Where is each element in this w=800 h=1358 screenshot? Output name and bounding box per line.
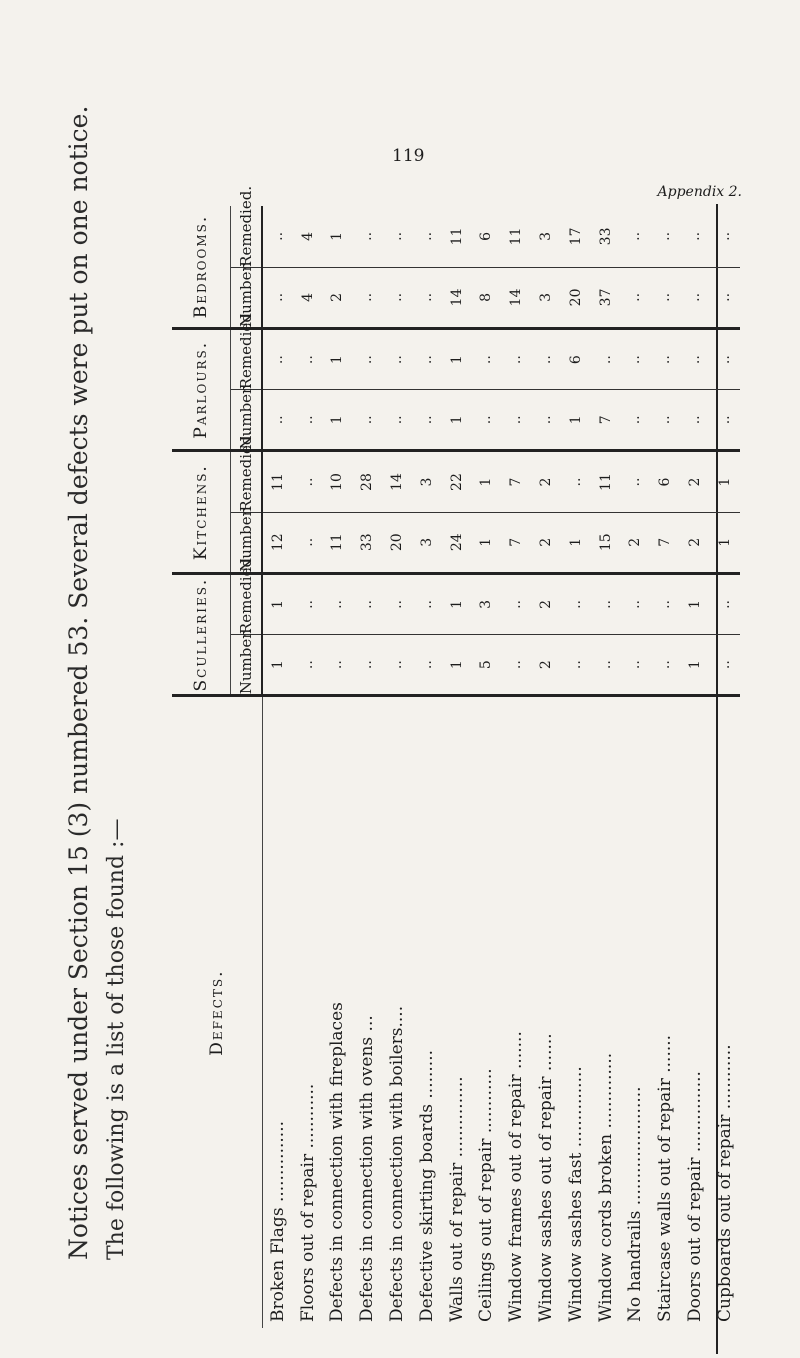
defect-label: Doors out of repair ............... <box>680 696 710 1328</box>
cell-bedrooms-remedied: 1 <box>329 231 346 241</box>
header-sculleries-remedied: Remedied. <box>231 573 263 634</box>
cell-kitchens-remedied: 2 <box>680 451 710 512</box>
header-bedrooms-remedied: Remedied. <box>231 206 263 267</box>
cell-sculleries-remedied: .. <box>621 573 651 634</box>
cell-bedrooms-number: .. <box>352 267 382 328</box>
table-row <box>472 206 502 1328</box>
cell-sculleries-remedied: 1 <box>442 573 472 634</box>
cell-kitchens-remedied: 3 <box>412 451 442 512</box>
table-row <box>442 206 472 1328</box>
cell-parlours-number: .. <box>501 390 531 451</box>
appendix-label: Appendix 2. <box>657 184 742 200</box>
cell-bedrooms-number: 2 <box>323 267 353 328</box>
cell-parlours-remedied: 6 <box>561 329 591 390</box>
header-kitchens-remedied: Remedied. <box>231 451 263 512</box>
cell-kitchens-number: 7 <box>650 512 680 573</box>
table-row <box>591 206 621 1328</box>
cell-sculleries-number: 1 <box>442 635 472 696</box>
cell-bedrooms-remedied: .. <box>269 231 286 241</box>
cell-parlours-number: 1 <box>561 390 591 451</box>
cell-kitchens-remedied: .. <box>293 451 323 512</box>
cell-kitchens-remedied: 28 <box>352 451 382 512</box>
cell-bedrooms-number: 37 <box>591 267 621 328</box>
cell-sculleries-remedied: .. <box>591 573 621 634</box>
header-bedrooms-number: Number. <box>231 267 263 328</box>
cell-kitchens-remedied: 14 <box>382 451 412 512</box>
cell-kitchens-number: .. <box>293 512 323 573</box>
cell-sculleries-remedied: .. <box>710 573 740 634</box>
header-bedrooms: Bedrooms. <box>172 206 231 329</box>
cell-bedrooms-number: .. <box>680 267 710 328</box>
cell-bedrooms-remedied: .. <box>657 231 674 241</box>
cell-kitchens-remedied: 10 <box>323 451 353 512</box>
cell-kitchens-number: 2 <box>531 512 561 573</box>
cell-bedrooms-remedied: 17 <box>567 227 584 246</box>
cell-kitchens-number: 11 <box>323 512 353 573</box>
table-row <box>680 206 710 1328</box>
cell-bedrooms-remedied: 4 <box>299 231 316 241</box>
header-parlours-number: Number. <box>231 390 263 451</box>
cell-sculleries-number: .. <box>650 635 680 696</box>
intro-text <box>60 106 136 1260</box>
defect-label: Window sashes fast ............... <box>561 696 591 1328</box>
cell-sculleries-number: .. <box>352 635 382 696</box>
cell-bedrooms-number: .. <box>382 267 412 328</box>
intro-line-1: Notices served under Section 15 (3) numbered 53. Several defects were put on one notice. <box>64 105 93 1260</box>
table-row <box>293 206 323 1328</box>
cell-parlours-remedied: .. <box>501 329 531 390</box>
cell-sculleries-number: 1 <box>680 635 710 696</box>
cell-kitchens-remedied: 6 <box>650 451 680 512</box>
cell-sculleries-remedied: .. <box>501 573 531 634</box>
cell-parlours-remedied: .. <box>472 329 502 390</box>
defect-label: Window cords broken .............. <box>591 696 621 1328</box>
cell-kitchens-number: 15 <box>591 512 621 573</box>
defect-label: Defective skirting boards ......... <box>412 696 442 1328</box>
cell-sculleries-remedied: 3 <box>472 573 502 634</box>
cell-parlours-number: .. <box>262 390 293 451</box>
cell-sculleries-number: .. <box>293 635 323 696</box>
cell-bedrooms-number: .. <box>650 267 680 328</box>
cell-kitchens-remedied: 7 <box>501 451 531 512</box>
table-row <box>501 206 531 1328</box>
cell-parlours-remedied: .. <box>412 329 442 390</box>
cell-kitchens-number: 24 <box>442 512 472 573</box>
cell-parlours-remedied: .. <box>680 329 710 390</box>
table-row <box>323 206 353 1328</box>
defect-label: No handrails ...................... <box>621 696 651 1328</box>
header-parlours: Parlours. <box>172 329 231 451</box>
cell-sculleries-number: .. <box>501 635 531 696</box>
cell-kitchens-number: 3 <box>412 512 442 573</box>
header-sculleries: Sculleries. <box>172 573 231 695</box>
cell-parlours-number: .. <box>352 390 382 451</box>
cell-bedrooms-number: 14 <box>442 267 472 328</box>
cell-sculleries-number: .. <box>621 635 651 696</box>
cell-kitchens-number: 2 <box>680 512 710 573</box>
header-kitchens-number: Number. <box>231 512 263 573</box>
defect-label: Window sashes out of repair ....... <box>531 696 561 1328</box>
defect-label: Defects in connection with boilers.... <box>382 696 412 1328</box>
defect-label: Floors out of repair ............ <box>293 696 323 1328</box>
cell-parlours-number: .. <box>293 390 323 451</box>
cell-bedrooms-remedied: 3 <box>538 231 555 241</box>
table-row <box>650 206 680 1328</box>
cell-bedrooms-remedied: 6 <box>478 231 495 241</box>
cell-bedrooms-number: 4 <box>293 267 323 328</box>
cell-parlours-remedied: .. <box>382 329 412 390</box>
cell-kitchens-remedied: 11 <box>262 451 293 512</box>
cell-parlours-remedied: .. <box>352 329 382 390</box>
cell-bedrooms-number: .. <box>262 267 293 328</box>
defect-label: Broken Flags ............... <box>262 696 293 1328</box>
cell-sculleries-number: .. <box>323 635 353 696</box>
cell-bedrooms-remedied: .. <box>418 231 435 241</box>
cell-bedrooms-remedied: .. <box>389 231 406 241</box>
cell-kitchens-number: 1 <box>472 512 502 573</box>
cell-bedrooms-remedied: .. <box>627 231 644 241</box>
cell-kitchens-number: 20 <box>382 512 412 573</box>
cell-kitchens-remedied: 1 <box>472 451 502 512</box>
cell-kitchens-remedied: .. <box>561 451 591 512</box>
cell-parlours-number: .. <box>531 390 561 451</box>
cell-sculleries-remedied: 1 <box>680 573 710 634</box>
table-row <box>412 206 442 1328</box>
cell-parlours-number: .. <box>472 390 502 451</box>
table-row <box>710 206 740 1328</box>
cell-parlours-remedied: 1 <box>323 329 353 390</box>
cell-parlours-number: .. <box>710 390 740 451</box>
cell-sculleries-remedied: 1 <box>262 573 293 634</box>
cell-sculleries-remedied: .. <box>412 573 442 634</box>
cell-bedrooms-number: .. <box>710 267 740 328</box>
cell-parlours-remedied: 1 <box>442 329 472 390</box>
cell-sculleries-number: 2 <box>531 635 561 696</box>
cell-sculleries-remedied: .. <box>561 573 591 634</box>
intro-line-2: The following is a list of those found :— <box>104 818 129 1260</box>
cell-kitchens-remedied: .. <box>621 451 651 512</box>
cell-parlours-remedied: .. <box>293 329 323 390</box>
cell-sculleries-number: .. <box>412 635 442 696</box>
cell-bedrooms-remedied: 33 <box>597 227 614 246</box>
cell-sculleries-number: 1 <box>262 635 293 696</box>
cell-parlours-remedied: .. <box>591 329 621 390</box>
header-parlours-remedied: Remedied. <box>231 329 263 390</box>
cell-bedrooms-number: 20 <box>561 267 591 328</box>
cell-sculleries-number: 5 <box>472 635 502 696</box>
defect-label: Walls out of repair ............... <box>442 696 472 1328</box>
header-sculleries-number: Number. <box>231 635 263 696</box>
cell-sculleries-remedied: .. <box>293 573 323 634</box>
cell-sculleries-remedied: 2 <box>531 573 561 634</box>
cell-sculleries-remedied: .. <box>382 573 412 634</box>
cell-sculleries-number: .. <box>591 635 621 696</box>
page-number: 119 <box>392 146 425 166</box>
cell-kitchens-remedied: 22 <box>442 451 472 512</box>
table-row <box>382 206 412 1328</box>
cell-parlours-number: 1 <box>442 390 472 451</box>
header-kitchens: Kitchens. <box>172 451 231 573</box>
cell-parlours-number: .. <box>621 390 651 451</box>
cell-parlours-number: 7 <box>591 390 621 451</box>
cell-kitchens-number: 33 <box>352 512 382 573</box>
cell-parlours-remedied: .. <box>710 329 740 390</box>
cell-sculleries-remedied: .. <box>352 573 382 634</box>
cell-kitchens-number: 2 <box>621 512 651 573</box>
cell-parlours-number: .. <box>650 390 680 451</box>
cell-parlours-number: .. <box>412 390 442 451</box>
cell-kitchens-remedied: 1 <box>710 451 740 512</box>
header-defects: Defects. <box>172 696 262 1328</box>
cell-bedrooms-number: 14 <box>501 267 531 328</box>
cell-sculleries-remedied: .. <box>323 573 353 634</box>
cell-sculleries-number: .. <box>710 635 740 696</box>
cell-bedrooms-number: .. <box>412 267 442 328</box>
cell-parlours-number: .. <box>680 390 710 451</box>
cell-parlours-number: .. <box>382 390 412 451</box>
cell-bedrooms-number: 3 <box>531 267 561 328</box>
cell-sculleries-number: .. <box>561 635 591 696</box>
cell-kitchens-remedied: 2 <box>531 451 561 512</box>
defect-label: Ceilings out of repair ............ <box>472 696 502 1328</box>
cell-kitchens-number: 7 <box>501 512 531 573</box>
cell-bedrooms-remedied: .. <box>687 231 704 241</box>
cell-kitchens-number: 12 <box>262 512 293 573</box>
cell-bedrooms-number: 8 <box>472 267 502 328</box>
cell-parlours-remedied: .. <box>531 329 561 390</box>
cell-parlours-number: 1 <box>323 390 353 451</box>
cell-sculleries-number: .. <box>382 635 412 696</box>
table-row <box>531 206 561 1328</box>
cell-sculleries-remedied: .. <box>650 573 680 634</box>
defect-label: Staircase walls out of repair ....... <box>650 696 680 1328</box>
cell-bedrooms-remedied: .. <box>716 231 733 241</box>
defect-label: Defects in connection with ovens ... <box>352 696 382 1328</box>
cell-kitchens-remedied: 11 <box>591 451 621 512</box>
cell-parlours-remedied: .. <box>262 329 293 390</box>
cell-bedrooms-remedied: 11 <box>508 227 525 246</box>
defect-label: Defects in connection with fireplaces <box>323 696 353 1328</box>
cell-parlours-remedied: .. <box>621 329 651 390</box>
table-row <box>352 206 382 1328</box>
cell-bedrooms-remedied: .. <box>359 231 376 241</box>
cell-bedrooms-remedied: 11 <box>448 227 465 246</box>
table-row <box>561 206 591 1328</box>
cell-parlours-remedied: .. <box>650 329 680 390</box>
cell-kitchens-number: 1 <box>710 512 740 573</box>
table-row <box>262 206 293 1328</box>
table-row <box>621 206 651 1328</box>
cell-kitchens-number: 1 <box>561 512 591 573</box>
cell-bedrooms-number: .. <box>621 267 651 328</box>
defect-label: Cupboards out of repair ............ <box>710 696 740 1328</box>
defect-label: Window frames out of repair ....... <box>501 696 531 1328</box>
